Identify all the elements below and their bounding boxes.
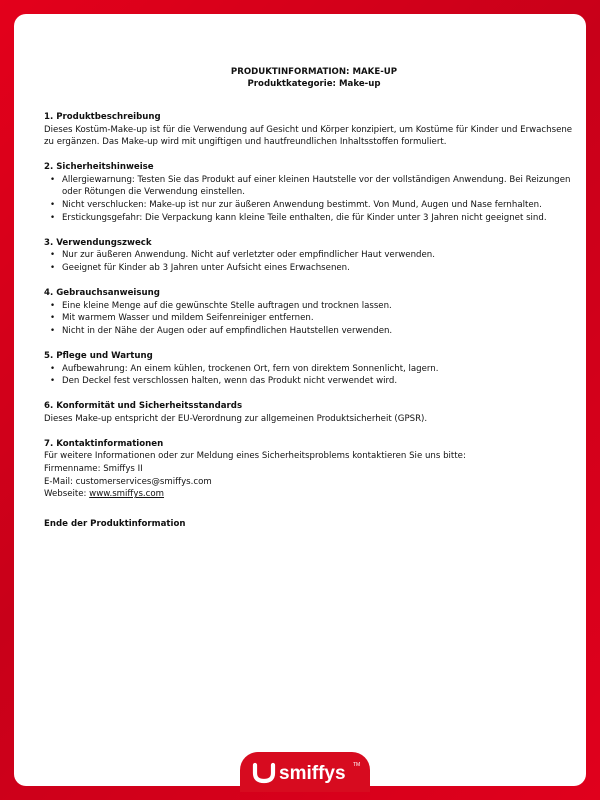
contact-email: E-Mail: customerservices@smiffys.com [44, 476, 212, 487]
bullet-list [44, 363, 584, 388]
smiffys-logo [250, 758, 365, 786]
website-link[interactable]: www.smiffys.com [89, 489, 165, 500]
section-heading: 6. Konformität und Sicherheitsstandards [44, 401, 243, 412]
bullet-list [44, 174, 584, 224]
end-note: Ende der Produktinformation [44, 518, 186, 529]
list-item: • Aufbewahrung: An einem kühlen, trockenen Ort, fern von direktem Sonnenlicht, lagern. [44, 363, 584, 376]
list-item: • Erstickungsgefahr: Die Verpackung kann kleine Teile enthalten, die für Kinder unter 3 Jahren nicht geeignet sind. [44, 212, 584, 225]
section-konformitaet [44, 400, 584, 425]
document-subtitle: Produktkategorie: Make-up [247, 79, 381, 89]
bullet-list [44, 300, 584, 338]
contact-intro: Für weitere Informationen oder zur Meldung eines Sicherheitsproblems kontaktieren Sie uns bitte: [44, 451, 466, 462]
document-card [14, 14, 586, 786]
section-paragraph: Dieses Kostüm-Make-up ist für die Verwendung auf Gesicht und Körper konzipiert, um Kostüme für Kinder und Erwachsene zu ergänzen. Das Make-up wird mit ungiftigen und hautfreundlichen Inhaltsstoffen formuliert. [44, 124, 573, 148]
section-heading: 4. Gebrauchsanweisung [44, 288, 160, 299]
section-kontaktinformationen [44, 438, 584, 501]
list-item: • Nicht verschlucken: Make-up ist nur zur äußeren Anwendung bestimmt. Von Mund, Augen und Nase fernhalten. [44, 199, 584, 212]
section-heading: 7. Kontaktinformationen [44, 438, 164, 449]
section-heading: 2. Sicherheitshinweise [44, 162, 154, 173]
section-pflege-und-wartung [44, 350, 584, 388]
section-sicherheitshinweise [44, 161, 584, 224]
list-item: • Nicht in der Nähe der Augen oder auf empfindlichen Hautstellen verwenden. [44, 325, 584, 338]
section-verwendungszweck [44, 237, 584, 275]
list-item: • Allergiewarnung: Testen Sie das Produkt auf einer kleinen Hautstelle vor der vollständigen Anwendung. Bei Reizungen oder Rötungen die Verwendung einstellen. [44, 174, 584, 199]
list-item: • Eine kleine Menge auf die gewünschte Stelle auftragen und trocknen lassen. [44, 300, 584, 313]
smile-icon [255, 765, 273, 781]
section-heading: 1. Produktbeschreibung [44, 112, 161, 122]
list-item: • Nur zur äußeren Anwendung. Nicht auf verletzter oder empfindlicher Haut verwenden. [44, 249, 584, 262]
section-heading: 3. Verwendungszweck [44, 237, 152, 248]
section-heading: 5. Pflege und Wartung [44, 350, 153, 361]
section-produktbeschreibung [44, 111, 584, 149]
document-title: PRODUKTINFORMATION: MAKE-UP [230, 67, 398, 77]
contact-website [44, 488, 584, 501]
list-item: • Mit warmem Wasser und mildem Seifenreiniger entfernen. [44, 312, 584, 325]
trademark-symbol: TM [353, 762, 361, 768]
bullet-list [44, 249, 584, 274]
list-item: • Den Deckel fest verschlossen halten, wenn das Produkt nicht verwendet wird. [44, 375, 584, 388]
brand-wordmark: smiffys [279, 763, 346, 784]
section-gebrauchsanweisung [44, 287, 584, 337]
footer-logo [240, 752, 370, 792]
contact-company: Firmenname: Smiffys II [44, 464, 143, 475]
website-label: Webseite: [44, 489, 90, 500]
list-item: • Geeignet für Kinder ab 3 Jahren unter Aufsicht eines Erwachsenen. [44, 262, 584, 275]
section-paragraph: Dieses Make-up entspricht der EU-Verordnung zur allgemeinen Produktsicherheit (GPSR). [44, 413, 428, 424]
document-content [44, 66, 584, 530]
